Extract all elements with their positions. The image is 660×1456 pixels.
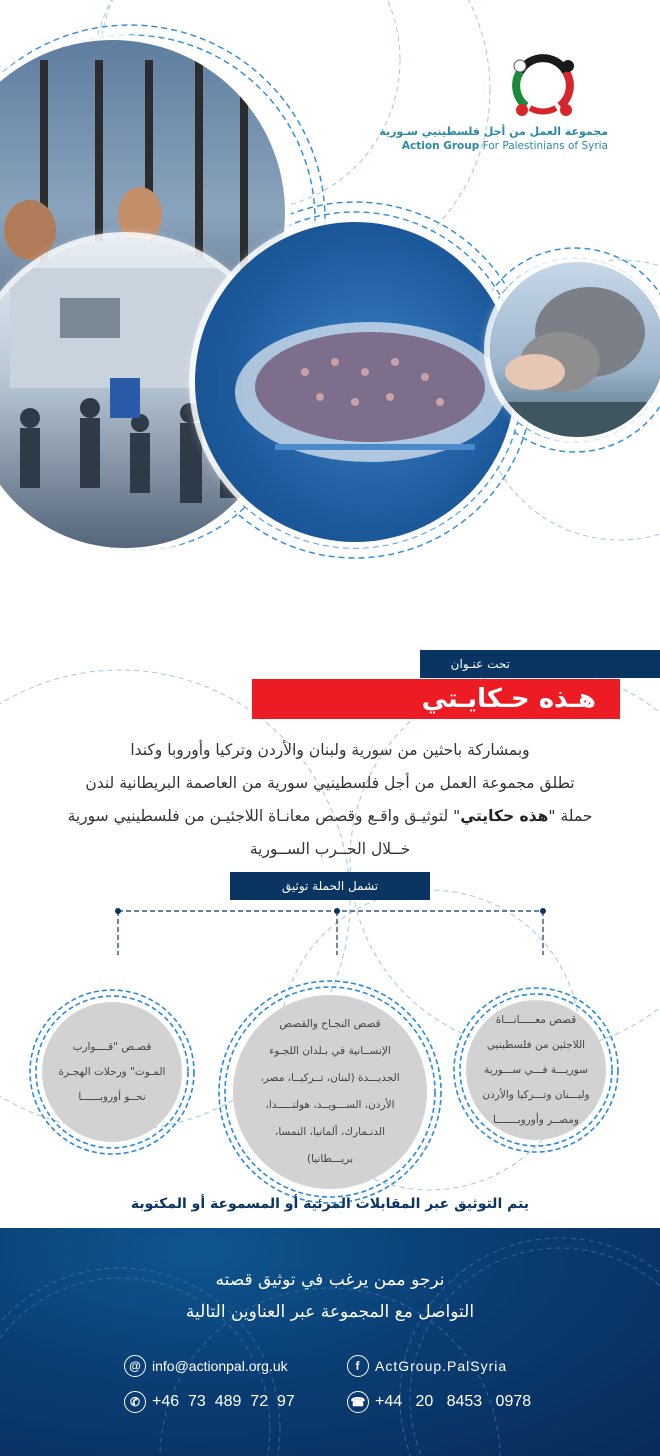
circle-line: سوريـــة فـــي ســـورية [484, 1063, 588, 1076]
footer-contact-panel [0, 1228, 660, 1456]
phone-contact[interactable] [347, 1391, 531, 1413]
circle-line: قصـص "قــــوارب [72, 1040, 152, 1053]
circle-line: المـوت" ورحلات الهجـرة [58, 1065, 166, 1078]
paragraph-line-4: خــلال الحــرب الســورية [249, 840, 411, 858]
campaign-subtitle: تحت عنـوان [420, 650, 660, 678]
org-name-arabic-bold: مجموعة العمل [529, 125, 608, 138]
line3-prefix: حملة " [548, 807, 593, 825]
circle-line: نحــو أوروبــــــا [78, 1090, 146, 1103]
info-circle-death-boats [42, 1002, 182, 1142]
email-text[interactable]: info@actionpal.org.uk [152, 1358, 288, 1374]
email-contact[interactable] [124, 1355, 288, 1377]
line3-suffix: " لتوثيـق واقـع وقصص معانـاة اللاجئيـن من فلسطينيي سورية [67, 807, 461, 825]
documentation-note: يتم التوثيق عبر المقابلات المرئية أو المسموعة أو المكتوبة [130, 1196, 530, 1212]
circle-line: قصص النجـاح والقصص [279, 1018, 381, 1030]
footer-line-1: نرجو ممن يرغب في توثيق قصته [215, 1270, 445, 1290]
circle-line: الدنـمارك، ألمانيا، النمسا، [274, 1126, 386, 1138]
refugee-boat-photo [195, 222, 515, 542]
phone-icon: ☎ [347, 1391, 369, 1413]
circle-line: قصص معـــــانـــاة [495, 1013, 577, 1026]
org-name-english-rest: For Palestinians of Syria [482, 140, 608, 152]
boat-graphic [195, 222, 515, 542]
phone-text[interactable]: +44 20 8453 0978 [375, 1393, 532, 1410]
circle-line: الأردن، الســـويــد، هولنـــــدا، [265, 1099, 395, 1111]
campaign-title: هـذه حـكايـتي [252, 679, 620, 719]
org-name-english-bold: Action Group [401, 140, 480, 152]
circle-line: بريـــطانيا) [306, 1153, 354, 1165]
circle-line: اللاجئين من فلسطينيي [486, 1038, 586, 1051]
facebook-icon: f [347, 1355, 369, 1377]
logo-emblem-icon [508, 50, 578, 120]
whatsapp-icon: ✆ [124, 1391, 146, 1413]
info-circle-success-stories [233, 995, 427, 1189]
whatsapp-contact[interactable] [124, 1391, 295, 1413]
line3-bold: هذه حكايتي [460, 807, 549, 825]
org-name-arabic-rest: من أجل فلسطينيي سـورية [379, 125, 526, 138]
footer-line-2: التواصل مع المجموعة عبر العناوين التالية [185, 1302, 475, 1322]
facebook-contact[interactable] [347, 1355, 507, 1377]
circle-line: الجديـــدة (لبنان، تــركيــا، مصر، [260, 1072, 400, 1084]
footer-dashed-arcs [0, 1228, 660, 1456]
info-circle-refugee-stories [466, 1000, 606, 1140]
paragraph-line-3 [0, 807, 660, 825]
circle-line: ومصــر وأوروبـــــــا [493, 1113, 579, 1126]
org-name-english [402, 140, 608, 152]
at-icon: @ [124, 1355, 146, 1377]
smoke-graphic [490, 262, 660, 437]
smoke-photo [490, 262, 660, 437]
whatsapp-text[interactable]: +46 73 489 72 97 [152, 1393, 295, 1410]
facebook-text[interactable]: ActGroup.PalSyria [375, 1358, 508, 1374]
org-name-arabic [379, 125, 608, 138]
circle-line: الإنســانية في بـلدان اللجـوء [269, 1045, 391, 1057]
circle-line: ولبـــنان وتـــركيا والأردن [482, 1088, 590, 1101]
paragraph-line-1: وبمشاركة باحثين من سورية ولبنان والأردن وتركيا وأوروبا وكندا [130, 741, 530, 759]
paragraph-line-2: تطلق مجموعة العمل من أجل فلسطينيي سورية من العاصمة البريطانية لندن [85, 774, 575, 792]
includes-label: تشمل الحملة توثيق [230, 872, 430, 900]
